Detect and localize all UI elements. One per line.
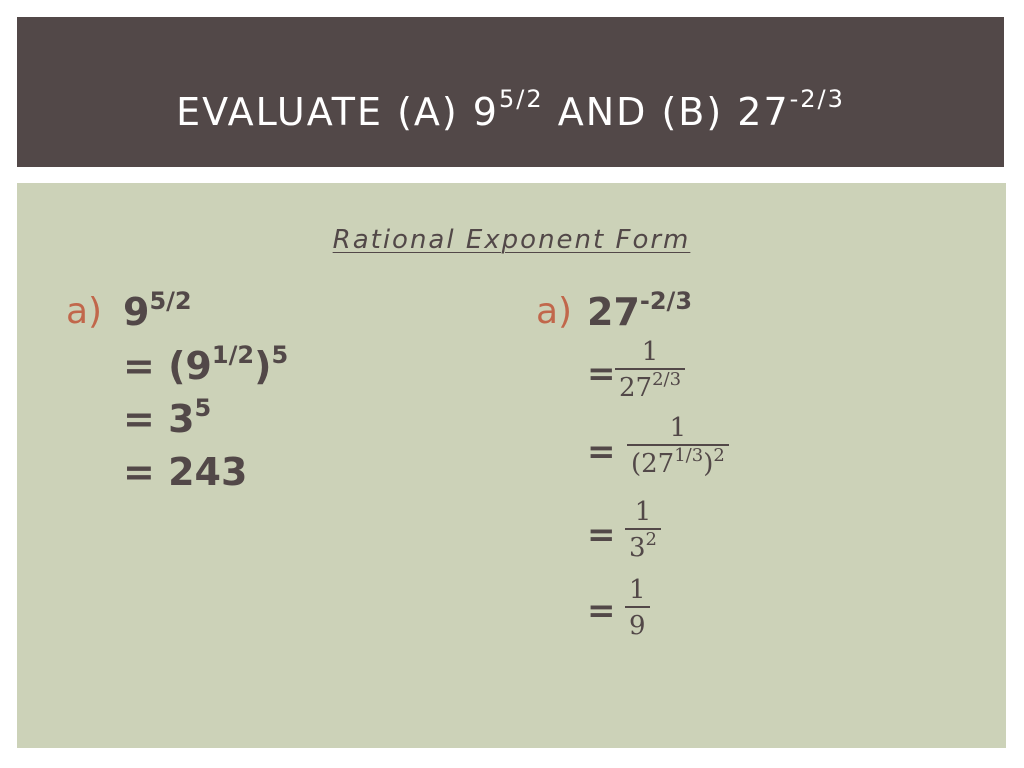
left-line-4: = 243 (123, 450, 248, 494)
section-subtitle (17, 225, 1006, 255)
left-line1-base: 9 (123, 290, 150, 334)
left-line2-inner-exp: 1/2 (211, 341, 255, 369)
left-line3-prefix: = 3 (123, 397, 195, 441)
fraction-1-den-exp: 2/3 (652, 369, 682, 390)
fraction-1-den-base: 27 (619, 373, 653, 403)
fraction-3-denominator (625, 530, 661, 561)
left-line-2 (123, 341, 289, 388)
title-exponent-a: 5/2 (499, 85, 544, 113)
right-equals-4: = (587, 591, 616, 631)
title-exponent-b: -2/3 (789, 85, 845, 113)
fraction-step-4 (625, 577, 650, 639)
fraction-1-denominator (615, 370, 685, 401)
right-list-marker: a) (536, 291, 573, 332)
left-line3-exp: 5 (194, 394, 212, 422)
left-line2-close: ) (254, 344, 272, 388)
fraction-4-denominator: 9 (629, 611, 646, 641)
fraction-2-denominator (627, 446, 729, 477)
right-line1-exp: -2/3 (639, 287, 693, 315)
fraction-2-den-open: (27 (631, 449, 675, 479)
left-line2-outer-exp: 5 (271, 341, 289, 369)
right-line-1 (587, 287, 693, 334)
subtitle-text: Rational Exponent Form (332, 225, 691, 255)
right-line1-base: 27 (587, 290, 640, 334)
left-line1-exp: 5/2 (149, 287, 192, 315)
title-text-b: AND (B) 27 (543, 90, 790, 134)
left-line-3 (123, 394, 212, 441)
fraction-1-numerator: 1 (641, 337, 659, 367)
fraction-2-den-outer-exp: 2 (713, 445, 725, 466)
right-equals-1: = (587, 354, 616, 394)
fraction-4-numerator: 1 (629, 575, 646, 605)
left-list-marker: a) (66, 291, 103, 332)
fraction-2-den-inner-exp: 1/3 (674, 445, 704, 466)
slide-title (17, 85, 1004, 134)
fraction-step-1 (615, 339, 685, 401)
title-bar (17, 17, 1004, 167)
fraction-2-numerator: 1 (669, 413, 687, 443)
fraction-3-numerator: 1 (634, 497, 652, 527)
right-equals-3: = (587, 515, 616, 555)
fraction-2-den-close: ) (703, 449, 714, 479)
fraction-step-2 (627, 415, 729, 477)
left-line-1 (123, 287, 192, 334)
title-text-a: EVALUATE (A) 9 (176, 90, 499, 134)
left-line2-prefix: = (9 (123, 344, 212, 388)
fraction-step-3 (625, 499, 661, 561)
right-equals-2: = (587, 432, 616, 472)
content-panel (17, 183, 1006, 748)
fraction-3-den-base: 3 (629, 533, 646, 563)
fraction-3-den-exp: 2 (645, 529, 657, 550)
